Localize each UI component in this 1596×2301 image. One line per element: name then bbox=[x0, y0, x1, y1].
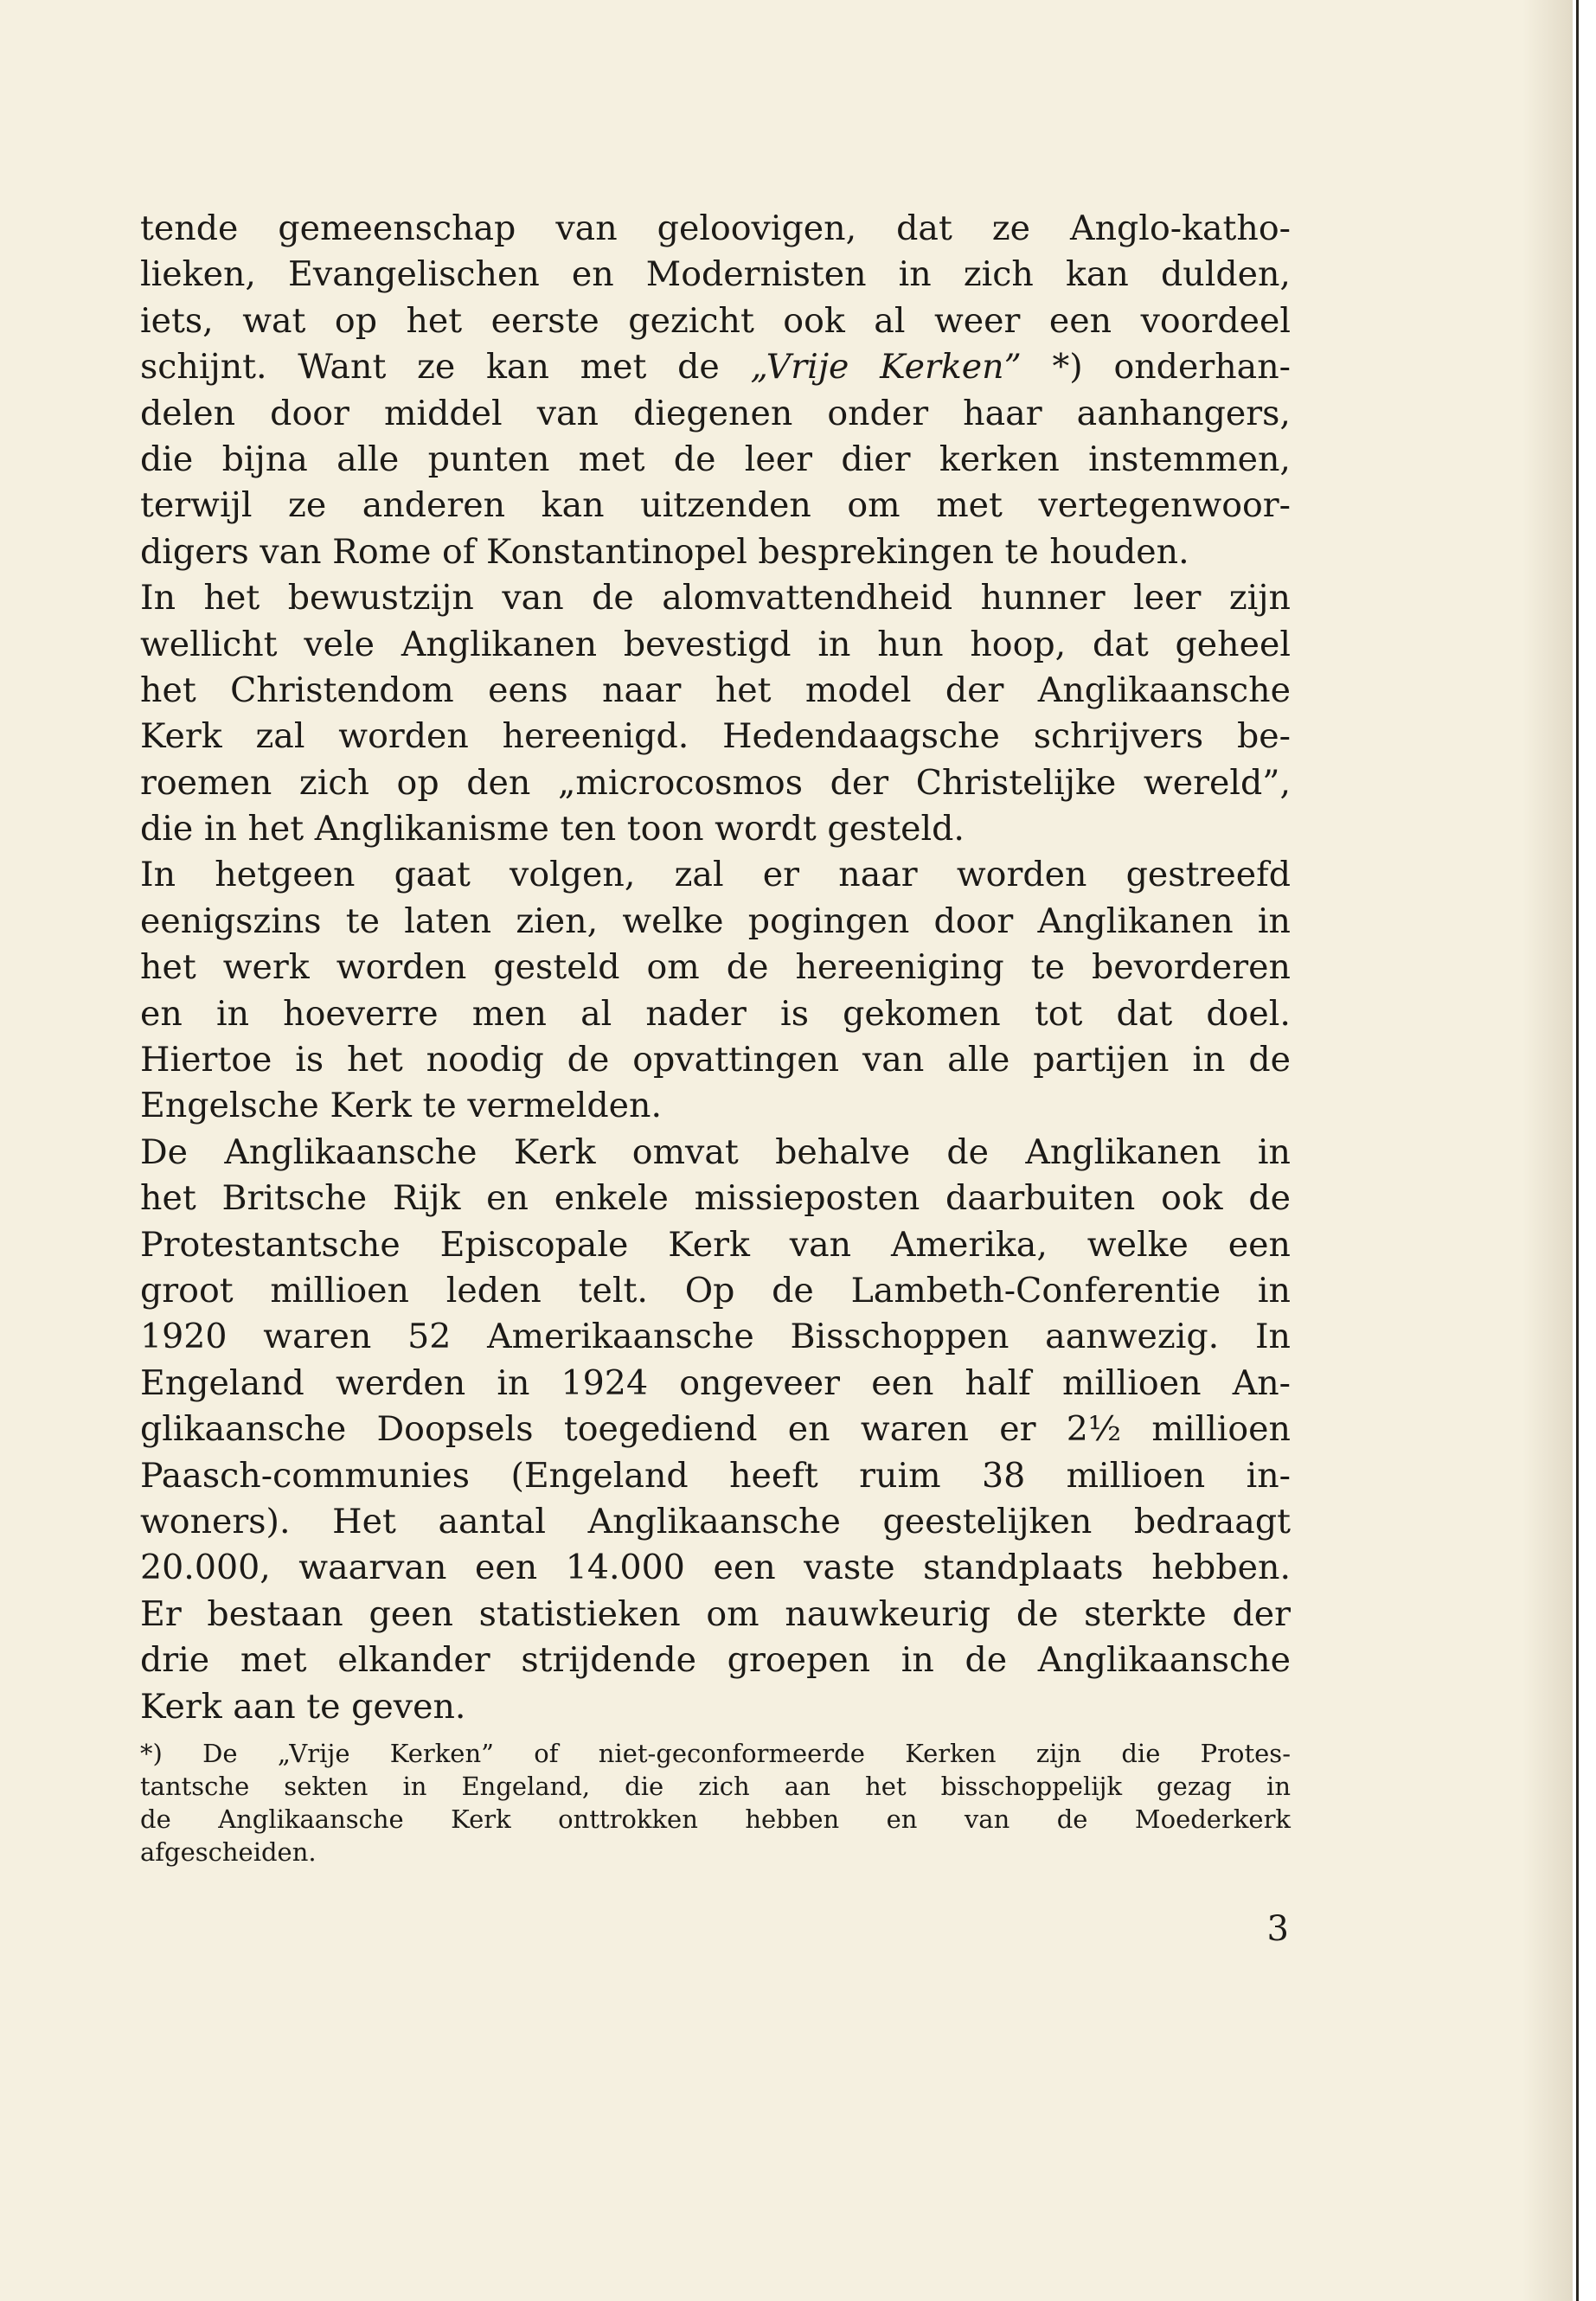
text-line: Er bestaan geen statistieken om nauwkeurig de sterkte der bbox=[140, 1593, 1291, 1634]
text-line: roemen zich op den „microcosmos der Christelijke wereld”, bbox=[140, 762, 1291, 803]
scan-edge bbox=[1573, 0, 1596, 2301]
text-line: iets, wat op het eerste gezicht ook al weer een voordeel bbox=[140, 300, 1291, 341]
text-line: De Anglikaansche Kerk omvat behalve de Anglikanen in bbox=[140, 1131, 1291, 1172]
text-line: lieken, Evangelischen en Modernisten in zich kan dulden, bbox=[140, 254, 1291, 295]
text-line: die in het Anglikanisme ten toon wordt gesteld. bbox=[140, 809, 965, 849]
footnote-line: afgescheiden. bbox=[140, 1837, 317, 1867]
text-line: Paasch-communies (Engeland heeft ruim 38 millioen in- bbox=[140, 1455, 1291, 1496]
page-number: 3 bbox=[1266, 1909, 1289, 1949]
text-line: terwijl ze anderen kan uitzenden om met vertegenwoor- bbox=[140, 485, 1291, 526]
footnote-line: *) De „Vrije Kerken” of niet-geconformeerde Kerken zijn die Protes- bbox=[140, 1739, 1291, 1768]
text-line: groot millioen leden telt. Op de Lambeth-Conferentie in bbox=[140, 1270, 1291, 1311]
text-line: drie met elkander strijdende groepen in de Anglikaansche bbox=[140, 1640, 1291, 1681]
text-line: het Britsche Rijk en enkele missieposten daarbuiten ook de bbox=[140, 1178, 1291, 1219]
italic-term: „Vrije Kerken” bbox=[750, 347, 1022, 388]
paragraph-1 bbox=[140, 206, 1291, 575]
text-line: Kerk aan te geven. bbox=[140, 1686, 466, 1727]
text-line: delen door middel van diegenen onder haar aanhangers, bbox=[140, 393, 1291, 433]
text-line: woners). Het aantal Anglikaansche geestelijken bedraagt bbox=[140, 1501, 1291, 1541]
text-fragment: schijnt. Want ze kan met de bbox=[140, 347, 751, 388]
text-line: digers van Rome of Konstantinopel besprekingen te houden. bbox=[140, 531, 1189, 572]
footnote-line: de Anglikaansche Kerk onttrokken hebben en van de Moederkerk bbox=[140, 1804, 1291, 1834]
text-line: 1920 waren 52 Amerikaansche Bisschoppen aanwezig. In bbox=[140, 1317, 1291, 1357]
text-line: In hetgeen gaat volgen, zal er naar worden gestreefd bbox=[140, 855, 1291, 895]
page-fold-shadow bbox=[1522, 0, 1573, 2301]
text-line: het werk worden gesteld om de hereeniging te bevorderen bbox=[140, 947, 1291, 988]
body-text bbox=[140, 206, 1291, 1730]
text-line: het Christendom eens naar het model der Anglikaansche bbox=[140, 670, 1291, 710]
text-line: Kerk zal worden hereenigd. Hedendaagsche schrijvers be- bbox=[140, 716, 1291, 757]
text-line bbox=[140, 344, 1291, 390]
paragraph-4 bbox=[140, 1130, 1291, 1730]
text-line: 20.000, waarvan een 14.000 een vaste standplaats hebben. bbox=[140, 1548, 1291, 1588]
text-line: en in hoeverre men al nader is gekomen tot dat doel. bbox=[140, 993, 1291, 1034]
footnote bbox=[140, 1737, 1291, 1868]
text-line: Hiertoe is het noodig de opvattingen van alle partijen in de bbox=[140, 1040, 1291, 1080]
text-line: eenigszins te laten zien, welke pogingen door Anglikanen in bbox=[140, 901, 1291, 941]
text-line: die bijna alle punten met de leer dier kerken instemmen, bbox=[140, 439, 1291, 479]
text-line: Protestantsche Episcopale Kerk van Amerika, welke een bbox=[140, 1224, 1291, 1265]
text-line: glikaansche Doopsels toegediend en waren er 2½ millioen bbox=[140, 1409, 1291, 1450]
footnote-line: tantsche sekten in Engeland, die zich aan het bisschoppelijk gezag in bbox=[140, 1772, 1291, 1801]
text-fragment: *) onderhan- bbox=[1021, 347, 1291, 388]
text-line: Engeland werden in 1924 ongeveer een half millioen An- bbox=[140, 1362, 1291, 1403]
text-line: In het bewustzijn van de alomvattendheid hunner leer zijn bbox=[140, 578, 1291, 619]
paragraph-3 bbox=[140, 852, 1291, 1129]
text-line: tende gemeenschap van geloovigen, dat ze Anglo-katho- bbox=[140, 208, 1291, 248]
text-line: wellicht vele Anglikanen bevestigd in hun hoop, dat geheel bbox=[140, 624, 1291, 664]
paragraph-2 bbox=[140, 575, 1291, 852]
text-line: Engelsche Kerk te vermelden. bbox=[140, 1086, 663, 1126]
